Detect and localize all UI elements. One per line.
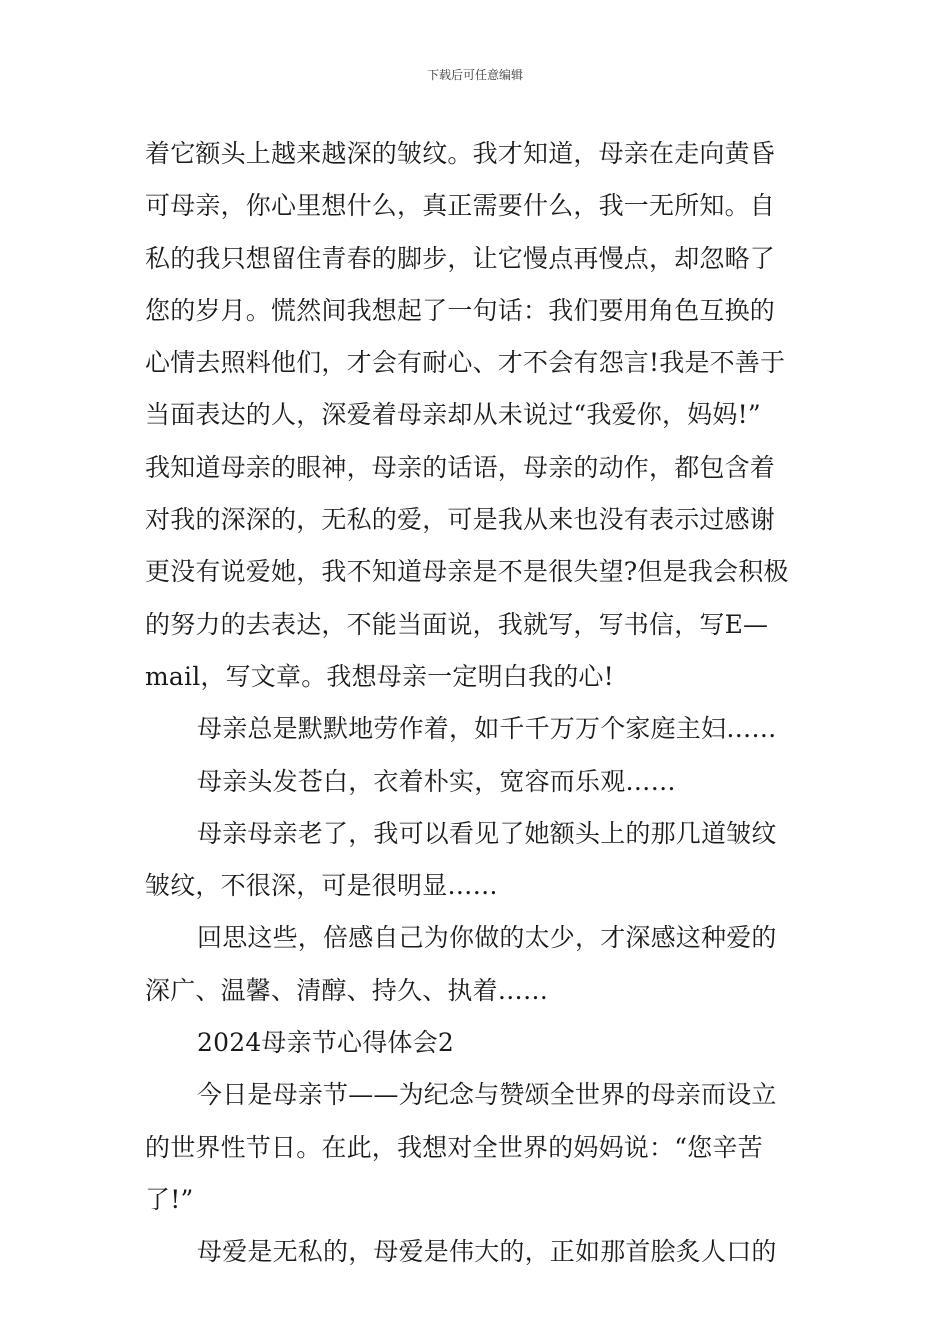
text-line: 着它额头上越来越深的皱纹。我才知道，母亲在走向黄昏 xyxy=(145,139,776,168)
text-line: 母亲头发苍白，衣着朴实，宽容而乐观…… xyxy=(197,766,676,796)
page-header: 下载后可任意编辑 xyxy=(426,68,523,82)
text-line: 母亲总是默默地劳作着，如千千万万个家庭主妇…… xyxy=(197,714,777,744)
text-line: 的努力的去表达，不能当面说，我就写，写书信，写E— xyxy=(145,609,769,639)
text-line: mail，写文章。我想母亲一定明白我的心! xyxy=(145,661,614,691)
text-line: 深广、温馨、清醇、持久、执着…… xyxy=(145,975,549,1005)
text-line: 心情去照料他们，才会有耐心、才不会有怨言!我是不善于 xyxy=(145,348,786,378)
text-line: 您的岁月。慌然间我想起了一句话：我们要用角色互换的 xyxy=(145,295,776,325)
text-line: 当面表达的人，深爱着母亲却从未说过“我爱你，妈妈!” xyxy=(145,400,761,430)
text-line: 皱纹，不很深，可是很明显…… xyxy=(145,871,498,901)
text-line: 更没有说爱她，我不知道母亲是不是很失望?但是我会积极 xyxy=(145,557,789,587)
text-line: 回思这些，倍感自己为你做的太少，才深感这种爱的 xyxy=(197,923,777,953)
text-line: 私的我只想留住青春的脚步，让它慢点再慢点，却忽略了 xyxy=(145,243,776,273)
text-line: 的世界性节日。在此，我想对全世界的妈妈说：“您辛苦 xyxy=(145,1132,763,1162)
text-line: 可母亲，你心里想什么，真正需要什么，我一无所知。自 xyxy=(145,191,776,221)
text-line: 母亲母亲老了，我可以看见了她额头上的那几道皱纹 xyxy=(197,818,777,848)
text-line: 母爱是无私的，母爱是伟大的，正如那首脍炙人口的 xyxy=(197,1237,777,1267)
text-line: 了!” xyxy=(145,1184,194,1214)
text-line: 今日是母亲节——为纪念与赞颂全世界的母亲而设立 xyxy=(197,1080,777,1110)
text-line: 我知道母亲的眼神，母亲的话语，母亲的动作，都包含着 xyxy=(145,452,776,482)
document-body xyxy=(145,128,815,1279)
text-line: 对我的深深的，无私的爱，可是我从来也没有表示过感谢 xyxy=(145,505,776,535)
text-line: 2024母亲节心得体会2 xyxy=(197,1028,454,1058)
